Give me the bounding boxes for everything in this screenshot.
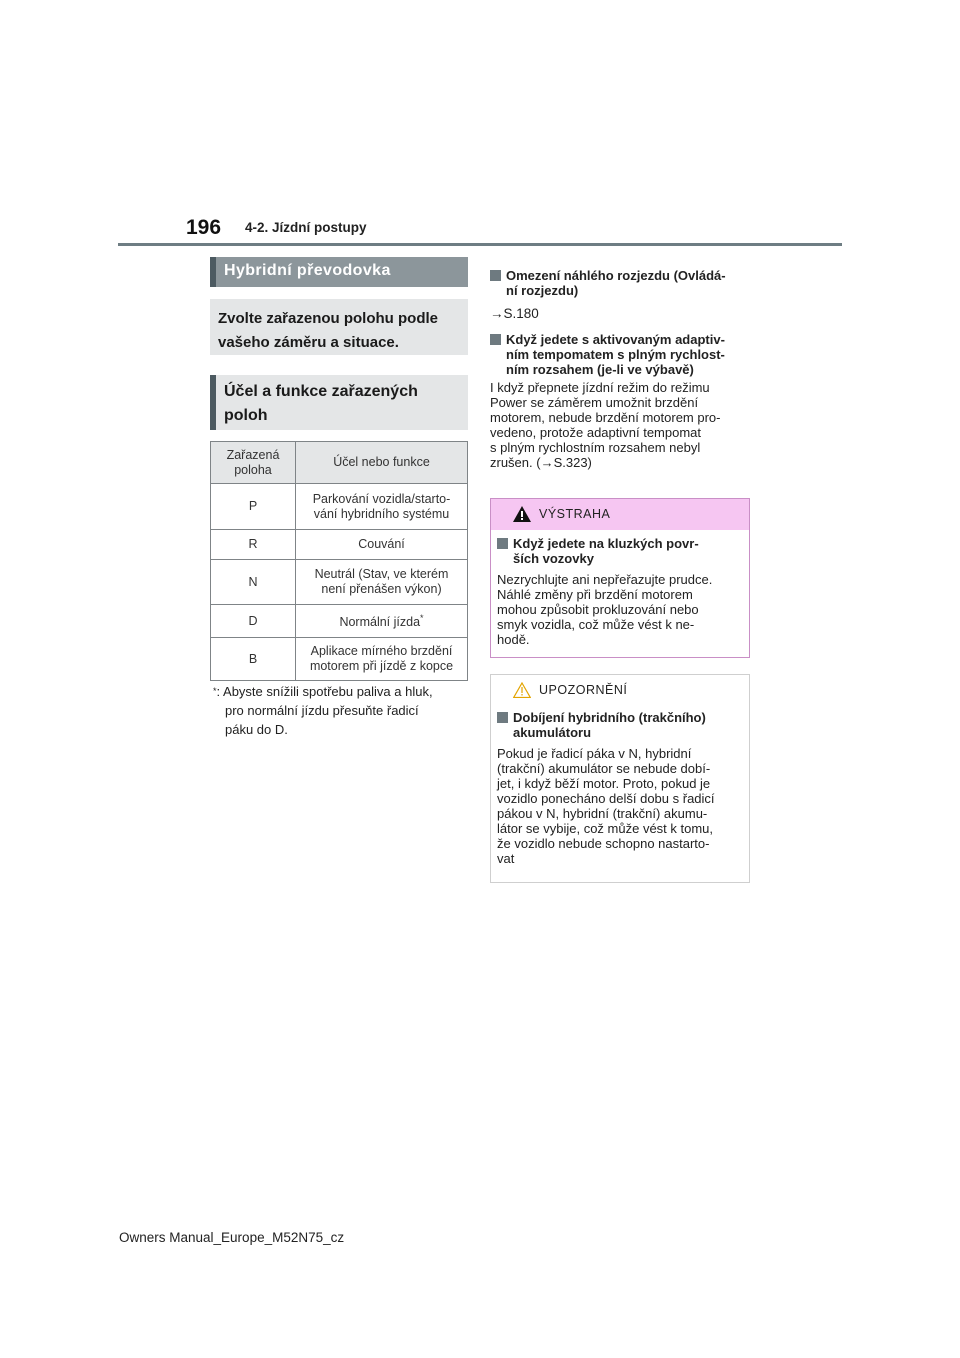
item-heading-line: ním tempomatem s plným rychlost- [506, 347, 725, 362]
caution-content [497, 710, 747, 866]
table-row [211, 638, 468, 681]
gear-cell: N [211, 560, 296, 605]
subsection-line: Účel a funkce zařazených [224, 383, 418, 400]
function-line: Parkování vozidla/starto- [312, 491, 451, 506]
item-heading [490, 332, 752, 377]
header-function-line: Účel nebo funkce [333, 455, 430, 469]
gear-cell: R [211, 530, 296, 560]
footnote [213, 682, 473, 739]
intro-note [210, 299, 468, 355]
warning-content [497, 536, 747, 647]
footnote-line: pro normální jízdu přesuňte řadicí [225, 703, 419, 718]
warning-box [490, 498, 750, 658]
function-line: Aplikace mírného brzdění [310, 644, 453, 658]
body-line: vozidlo ponecháno delší dobu s řadicí [497, 791, 715, 806]
body-line: pákou v N, hybridní (trakční) akumu- [497, 806, 708, 821]
table-row [211, 605, 468, 638]
gear-cell: B [211, 638, 296, 681]
body-line: vat [497, 851, 515, 866]
function-line: motorem při jízdě z kopce [309, 659, 454, 673]
caution-heading [497, 710, 747, 740]
footnote-marker: * [420, 613, 424, 624]
function-line: není přenášen výkon) [321, 582, 442, 596]
item-adaptive-cruise [490, 332, 752, 470]
body-line: jet, i když běží motor. Proto, pokud je [497, 776, 711, 791]
header-divider [118, 243, 842, 246]
intro-line: Zvolte zařazenou polohu podle [218, 310, 439, 327]
warning-triangle-icon [513, 506, 531, 522]
function-line: Normální jízda [339, 615, 421, 630]
body-line: s plným rychlostním rozsahem nebyl [490, 440, 701, 455]
intro-line: vašeho záměru a situace. [218, 334, 399, 351]
body-line: (trakční) akumulátor se nebude dobí- [497, 761, 711, 776]
body-line: Nezrychlujte ani nepřeřazujte prudce. [497, 572, 713, 587]
section-heading-text: Hybridní převodovka [224, 262, 391, 279]
body-line: látor se vybije, což může vést k tomu, [497, 821, 714, 836]
body-line: I když přepnete jízdní režim do režimu [490, 380, 710, 395]
body-line: hodě. [497, 632, 530, 647]
header-gear-line: Zařazená [226, 447, 280, 462]
body-line: motorem, nebude brzdění motorem pro- [490, 410, 721, 425]
function-cell [296, 638, 468, 681]
warning-heading [497, 536, 747, 566]
caution-title-bar [491, 675, 749, 706]
caution-heading-line: Dobíjení hybridního (trakčního) [513, 710, 706, 725]
function-cell [296, 560, 468, 605]
body-line: mohou způsobit prokluzování nebo [497, 602, 699, 617]
body-line: Náhlé změny při brzdění motorem [497, 587, 693, 602]
body-line: vedeno, protože adaptivní tempomat [490, 425, 702, 440]
function-cell [296, 605, 468, 638]
header-gear [211, 442, 296, 484]
warning-body [497, 572, 747, 647]
caution-title: UPOZORNĚNÍ [539, 683, 628, 697]
function-cell [296, 484, 468, 530]
gear-table [210, 441, 468, 681]
table-header-row [211, 442, 468, 484]
footnote-line: : Abyste snížili spotřebu paliva a hluk, [216, 684, 433, 699]
subsection-line: poloh [224, 407, 268, 424]
item-launch-control [490, 268, 752, 321]
caution-heading-line: akumulátoru [513, 725, 592, 740]
document-footer: Owners Manual_Europe_M52N75_cz [119, 1230, 345, 1245]
warning-title: VÝSTRAHA [539, 507, 611, 521]
function-line: Couvání [358, 537, 405, 551]
subsection-heading [210, 375, 468, 430]
item-heading-line: ní rozjezdu) [506, 283, 579, 298]
body-line: zrušen. (→S.323) [490, 455, 592, 470]
header-gear-line: poloha [234, 462, 272, 477]
caution-triangle-icon [513, 682, 531, 698]
function-line: Neutrál (Stav, ve kterém [314, 567, 449, 581]
page-number: 196 [186, 216, 222, 239]
warning-heading-line: ších vozovky [513, 551, 594, 566]
table-row [211, 560, 468, 605]
item-heading [490, 268, 752, 298]
footnote-mark: * [213, 686, 217, 696]
warning-heading-line: Když jedete na kluzkých povr- [513, 536, 699, 551]
caution-body [497, 746, 747, 866]
body-line: že vozidlo nebude schopno nastarto- [497, 836, 710, 851]
gear-cell: D [211, 605, 296, 638]
table-row [211, 530, 468, 560]
item-body [490, 380, 752, 470]
body-line: Power se záměrem umožnit brzdění [490, 395, 699, 410]
caution-box [490, 674, 750, 883]
table-row [211, 484, 468, 530]
item-heading-line: Omezení náhlého rozjezdu (Ovládá- [506, 268, 726, 283]
item-heading-line: ním rozsahem (je-li ve výbavě) [506, 362, 694, 377]
gear-cell: P [211, 484, 296, 530]
function-line: vání hybridního systému [313, 506, 450, 521]
body-line: Pokud je řadicí páka v N, hybridní [497, 746, 692, 761]
warning-title-bar [491, 499, 749, 530]
body-line: smyk vozidla, což může vést k ne- [497, 617, 695, 632]
footnote-line: páku do D. [225, 722, 288, 737]
function-cell [296, 530, 468, 560]
header-function [296, 442, 468, 484]
item-heading-line: Když jedete s aktivovaným adaptiv- [506, 332, 725, 347]
section-heading [210, 257, 468, 287]
chapter-title: 4-2. Jízdní postupy [245, 220, 367, 235]
page-reference: →S.180 [490, 306, 539, 321]
